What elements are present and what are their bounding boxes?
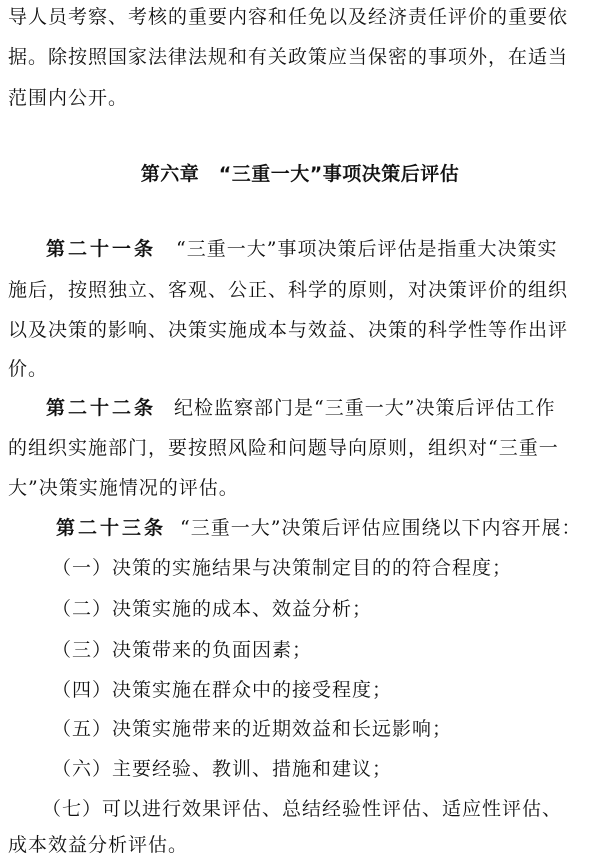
- article-22-label: 第二十二条: [46, 397, 157, 419]
- article-23-item-6: （六）主要经验、教训、措施和建议；: [52, 758, 393, 780]
- article-23-item-3: （三）决策带来的负面因素；: [52, 639, 313, 661]
- article-21-text-1: “三重一大”事项决策后评估是指重大决策实: [176, 238, 558, 260]
- article-22-text-1: 纪检监察部门是“三重一大”决策后评估工作: [174, 397, 556, 419]
- article-21-line-3: 以及决策的影响、决策实施成本与效益、决策的科学性等作出评: [8, 319, 569, 341]
- intro-line-2: 据。除按照国家法律法规和有关政策应当保密的事项外，在适当: [8, 46, 569, 68]
- intro-line-3: 范围内公开。: [8, 87, 129, 109]
- article-23-item-7: （七）可以进行效果评估、总结经验性评估、适应性评估、: [42, 798, 563, 820]
- article-23-item-5: （五）决策实施带来的近期效益和长远影响；: [52, 718, 453, 740]
- article-21-label: 第二十一条: [46, 238, 157, 260]
- article-21-first-line: [46, 237, 600, 261]
- intro-line-1: 导人员考察、考核的重要内容和任免以及经济责任评价的重要依: [8, 6, 569, 28]
- article-23-item-7-continued: 成本效益分析评估。: [8, 834, 189, 856]
- article-22-line-3: 大”决策实施情况的评估。: [8, 477, 239, 499]
- article-23-label: 第二十三条: [56, 517, 167, 539]
- article-23-text-1: “三重一大”决策后评估应围绕以下内容开展：: [180, 517, 582, 539]
- article-23-item-4: （四）决策实施在群众中的接受程度；: [52, 679, 393, 701]
- article-22-first-line: [46, 396, 600, 420]
- article-23-item-1: （一）决策的实施结果与决策制定目的的符合程度；: [52, 557, 513, 579]
- chapter-heading: 第六章 “三重一大”事项决策后评估: [140, 163, 460, 185]
- article-21-line-4: 价。: [8, 358, 49, 380]
- article-23-first-line: [56, 516, 600, 540]
- article-22-line-2: 的组织实施部门，要按照风险和问题导向原则，组织对“三重一: [8, 437, 559, 459]
- article-23-item-2: （二）决策实施的成本、效益分析；: [52, 598, 373, 620]
- article-21-line-2: 施后，按照独立、客观、公正、科学的原则，对决策评价的组织: [8, 279, 569, 301]
